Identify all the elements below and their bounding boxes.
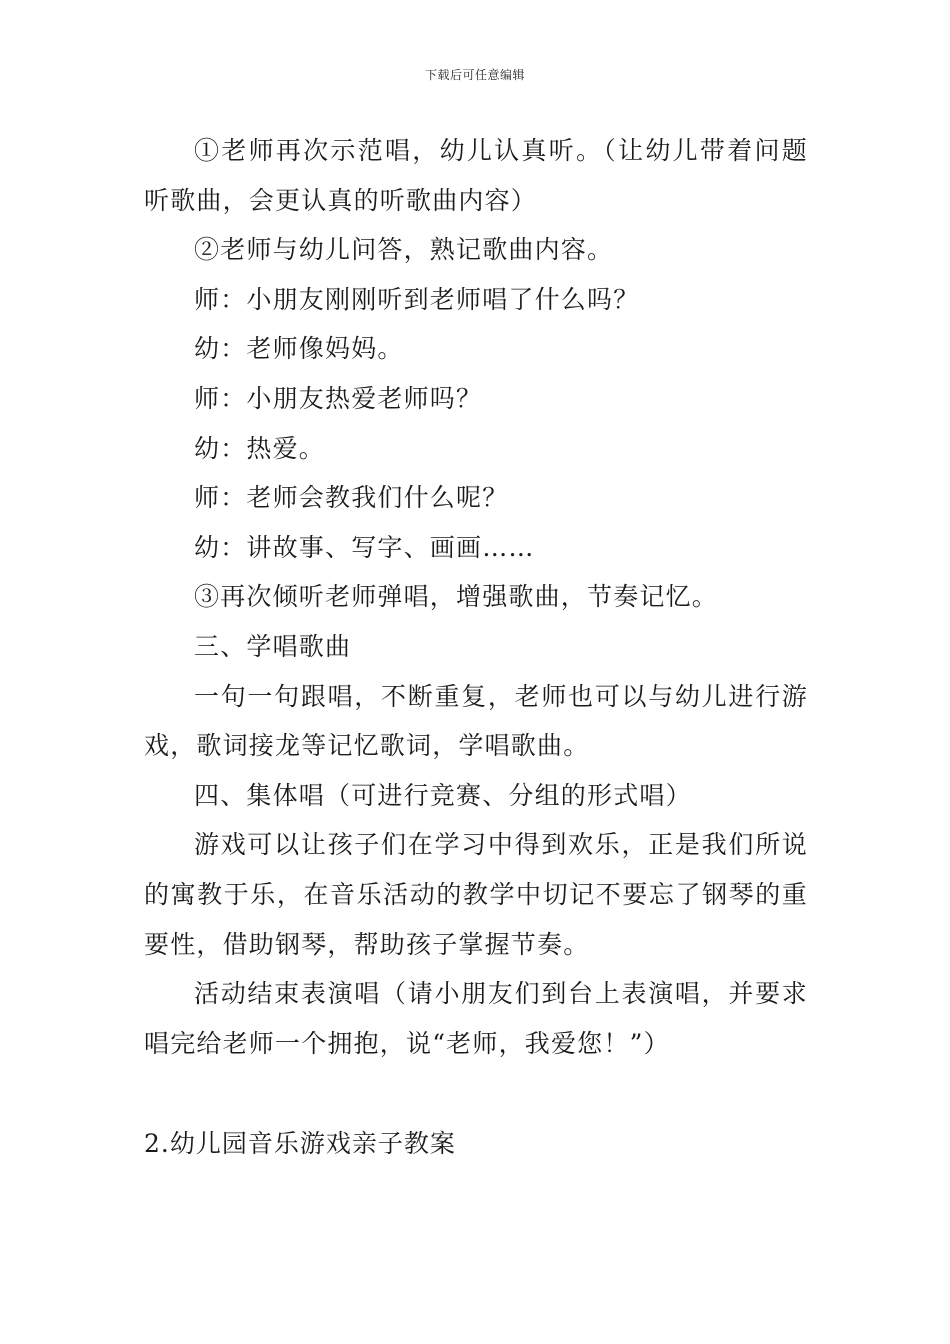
paragraph-closing-performance: 活动结束表演唱（请小朋友们到台上表演唱，并要求唱完给老师一个拥抱，说“老师，我爱您！”） [144, 979, 808, 1058]
section-title: 2.幼儿园音乐游戏亲子教案 [144, 1129, 456, 1158]
paragraph-game-learning: 游戏可以让孩子们在学习中得到欢乐，正是我们所说的寓教于乐，在音乐活动的教学中切记不要忘了钢琴的重要性，借助钢琴，帮助孩子掌握节奏。 [144, 830, 808, 959]
paragraph-qa: ②老师与幼儿问答，熟记歌曲内容。 [194, 235, 614, 265]
dialogue-line: 师：小朋友刚刚听到老师唱了什么吗？ [194, 284, 640, 314]
paragraph-follow-sing: 一句一句跟唱，不断重复，老师也可以与幼儿进行游戏，歌词接龙等记忆歌词，学唱歌曲。 [144, 681, 808, 761]
paragraph-listen-again: ③再次倾听老师弹唱，增强歌曲，节奏记忆。 [194, 582, 719, 612]
dialogue-line: 幼：讲故事、写字、画画…… [194, 532, 535, 562]
heading-learn-song: 三、学唱歌曲 [194, 631, 352, 661]
dialogue-line: 师：小朋友热爱老师吗？ [194, 383, 483, 413]
dialogue-line: 师：老师会教我们什么呢？ [194, 483, 509, 513]
heading-group-sing: 四、集体唱（可进行竞赛、分组的形式唱） [194, 780, 692, 810]
document-body [144, 126, 808, 1068]
paragraph-demo-sing: ①老师再次示范唱，幼儿认真听。（让幼儿带着问题听歌曲，会更认真的听歌曲内容） [144, 136, 808, 215]
dialogue-line: 幼：老师像妈妈。 [194, 334, 404, 364]
page-header: 下载后可任意编辑 [424, 68, 525, 82]
dialogue-line: 幼：热爱。 [194, 433, 326, 463]
